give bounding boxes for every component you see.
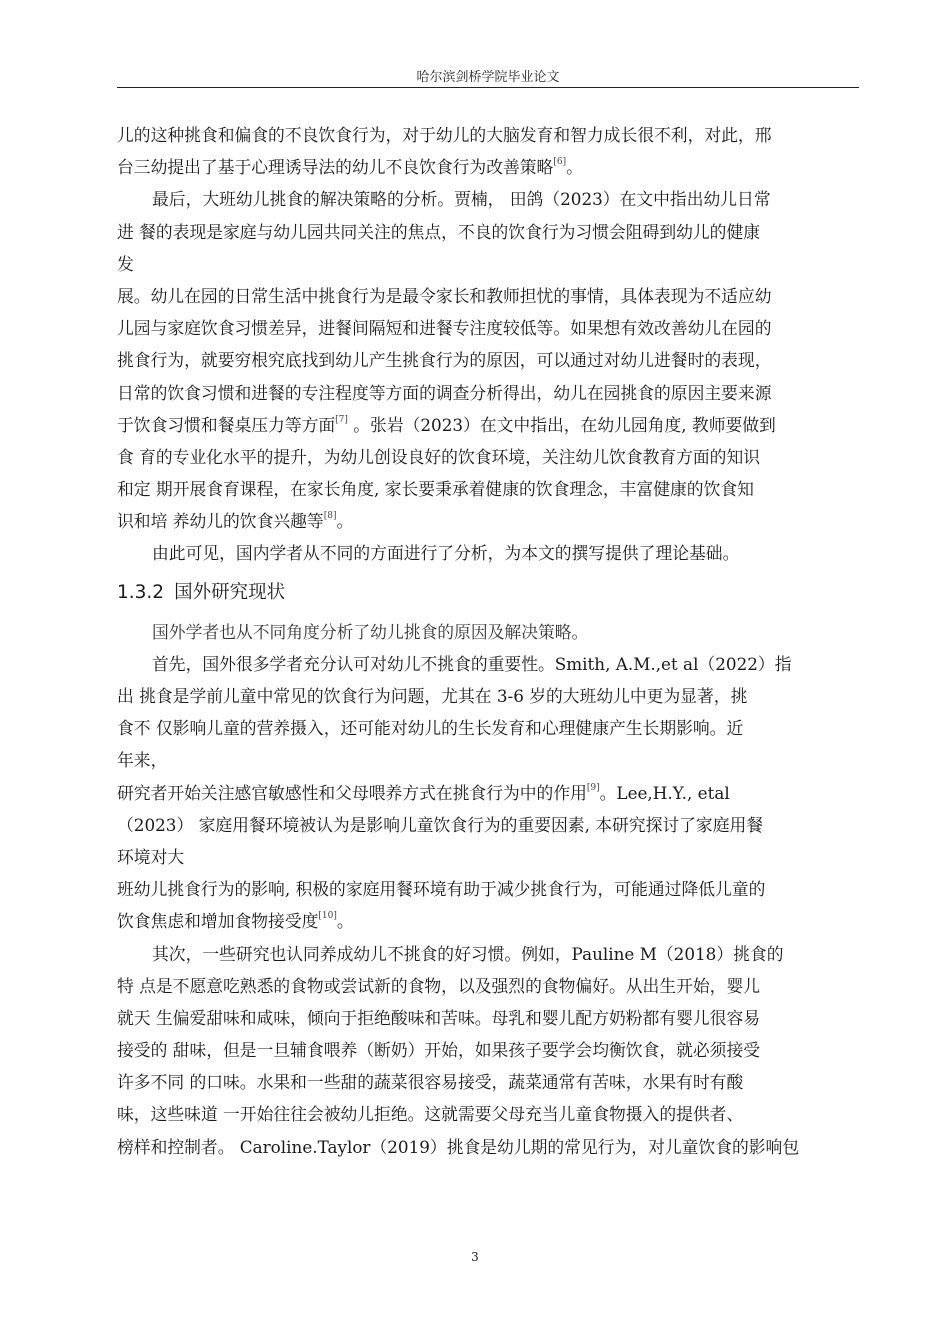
- text-line: 其次，一些研究也认同养成幼儿不挑食的好习惯。例如，Pauline M（2018）挑食的: [152, 943, 784, 964]
- text-line: 接受的 甜味，但是一旦辅食喂养（断奶）开始，如果孩子要学会均衡饮食，就必须接受: [117, 1040, 761, 1061]
- header-divider: [117, 87, 859, 88]
- text-line: 进 餐的表现是家庭与幼儿园共同关注的焦点，不良的饮食行为习惯会阻碍到幼儿的健康: [117, 221, 761, 242]
- text-line: 由此可见，国内学者从不同的方面进行了分析，为本文的撰写提供了理论基础。: [152, 543, 740, 564]
- text-line: 展。幼儿在园的日常生活中挑食行为是最令家长和教师担忧的事情，具体表现为不适应幼: [117, 285, 772, 306]
- citation-ref[interactable]: [6]: [553, 157, 567, 168]
- text-line: 发: [117, 253, 134, 274]
- text-line: 和定 期开展食育课程，在家长角度, 家长要秉承着健康的饮食理念，丰富健康的饮食知: [117, 479, 754, 500]
- text-line: 饮食焦虑和增加食物接受度[10]。: [117, 911, 354, 932]
- text-line: 年来，: [117, 750, 168, 771]
- text-line: 食 育的专业化水平的提升，为幼儿创设良好的饮食环境，关注幼儿饮食教育方面的知识: [117, 446, 761, 467]
- text-line: 班幼儿挑食行为的影响, 积极的家庭用餐环境有助于减少挑食行为，可能通过降低儿童的: [117, 879, 766, 900]
- text-line: 研究者开始关注感官敏感性和父母喂养方式在挑食行为中的作用[9]。Lee,H.Y., etal: [117, 782, 730, 803]
- text-line: 出 挑食是学前儿童中常见的饮食行为问题，尤其在 3-6 岁的大班幼儿中更为显著，挑: [117, 686, 748, 706]
- text-line: 味，这些味道 一开始往往会被幼儿拒绝。这就需要父母充当儿童食物摄入的提供者、: [117, 1104, 744, 1125]
- text-line: 环境对大: [117, 846, 185, 867]
- running-header: 哈尔滨剑桥学院毕业论文: [416, 70, 560, 85]
- text-line: 食不 仅影响儿童的营养摄入，还可能对幼儿的生长发育和心理健康产生长期影响。近: [117, 718, 744, 739]
- text-line: 许多不同 的口味。水果和一些甜的蔬菜很容易接受，蔬菜通常有苦味，水果有时有酸: [117, 1072, 744, 1093]
- text-line: 识和培 养幼儿的饮食兴趣等[8]。: [117, 511, 354, 532]
- citation-ref[interactable]: [9]: [586, 782, 600, 793]
- section-heading: [117, 571, 859, 615]
- text-line: 台三幼提出了基于心理诱导法的幼儿不良饮食行为改善策略[6]。: [117, 157, 583, 178]
- text-line: 首先，国外很多学者充分认可对幼儿不挑食的重要性。Smith, A.M.,et al（2022）指: [152, 653, 792, 674]
- text-line: 最后，大班幼儿挑食的解决策略的分析。贾楠， 田鸽（2023）在文中指出幼儿日常: [152, 189, 771, 210]
- section-title: 国外研究现状: [174, 581, 286, 603]
- citation-ref[interactable]: [8]: [323, 511, 337, 522]
- body-text: [117, 119, 859, 1163]
- text-line: 国外学者也从不同角度分析了幼儿挑食的原因及解决策略。: [152, 621, 589, 642]
- text-line: 就天 生偏爱甜味和咸味，倾向于拒绝酸味和苦味。母乳和婴儿配方奶粉都有婴儿很容易: [117, 1007, 761, 1028]
- text-line: 特 点是不愿意吃熟悉的食物或尝试新的食物，以及强烈的食物偏好。从出生开始，婴儿: [117, 975, 761, 996]
- text-line: 日常的饮食习惯和进餐的专注程度等方面的调查分析得出，幼儿在园挑食的原因主要来源: [117, 382, 772, 403]
- text-line: 挑食行为，就要穷根究底找到幼儿产生挑食行为的原因，可以通过对幼儿进餐时的表现，: [117, 350, 772, 371]
- text-line: 儿的这种挑食和偏食的不良饮食行为，对于幼儿的大脑发育和智力成长很不利，对此，邢: [117, 125, 772, 145]
- text-line: （2023） 家庭用餐环境被认为是影响儿童饮食行为的重要因素, 本研究探讨了家庭用餐: [117, 814, 764, 835]
- text-line: 榜样和控制者。 Caroline.Taylor（2019）挑食是幼儿期的常见行为，对儿童饮食的影响包: [117, 1136, 800, 1157]
- citation-ref[interactable]: [7]: [335, 414, 348, 425]
- page-number: 3: [471, 1250, 479, 1264]
- citation-ref[interactable]: [10]: [318, 911, 337, 922]
- text-line: 儿园与家庭饮食习惯差异，进餐间隔短和进餐专注度较低等。如果想有效改善幼儿在园的: [117, 318, 772, 339]
- section-number: 1.3.2: [117, 581, 165, 603]
- text-line: 于饮食习惯和餐桌压力等方面[7] 。张岩（2023）在文中指出，在幼儿园角度, 教师要做到: [117, 414, 776, 435]
